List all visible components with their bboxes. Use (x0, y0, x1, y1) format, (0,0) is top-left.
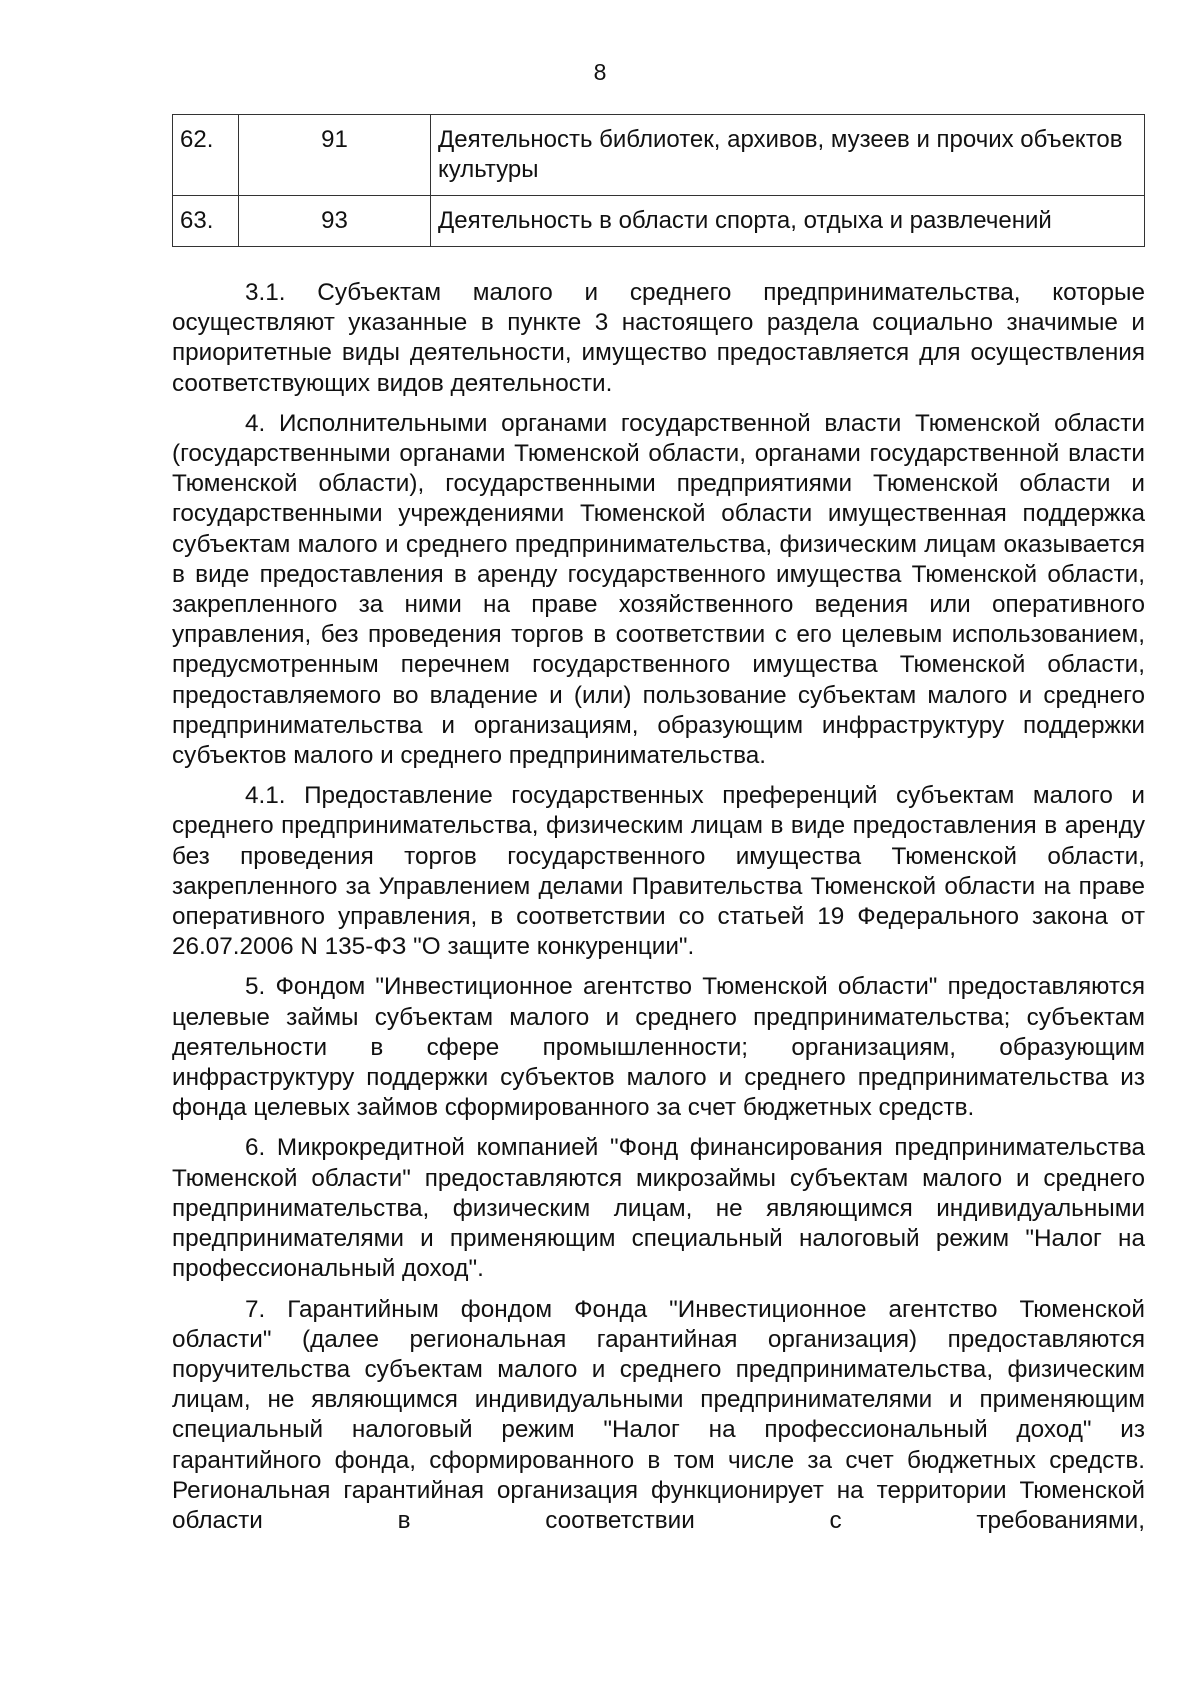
activity-description: Деятельность в области спорта, отдыха и развлечений (431, 196, 1145, 247)
row-number: 62. (173, 115, 239, 196)
page-number: 8 (593, 59, 607, 85)
activity-code: 93 (239, 196, 431, 247)
activity-description: Деятельность библиотек, архивов, музеев и прочих объектов культуры (431, 115, 1145, 196)
paragraph-4-1: 4.1. Предоставление государственных преференций субъектам малого и среднего предпринимательства, физическим лицам в виде предоставления в аренду без проведения торгов государственного имущества Тюменской области, закрепленного за Управлением делами Правительства Тюменской области на праве оперативного управления, в соответствии со статьей 19 Федерального закона от 26.07.2006 N 135-ФЗ "О защите конкуренции". (172, 782, 1145, 961)
activity-codes-table (172, 114, 1145, 247)
activity-code: 91 (239, 115, 431, 196)
table-row (173, 196, 1145, 247)
table-row (173, 115, 1145, 196)
paragraph-3-1: 3.1. Субъектам малого и среднего предпринимательства, которые осуществляют указанные в пункте 3 настоящего раздела социально значимые и приоритетные виды деятельности, имущество предоставляется для осуществления соответствующих видов деятельности. (172, 279, 1145, 397)
paragraph-4: 4. Исполнительными органами государственной власти Тюменской области (государственными органами Тюменской области, органами государственной власти Тюменской области), государственными предприятиями Тюменской области и государственными учреждениями Тюменской области имущественная поддержка субъектам малого и среднего предпринимательства, физическим лицам оказывается в виде предоставления в аренду государственного имущества Тюменской области, закрепленного за ними на праве хозяйственного ведения или оперативного управления, без проведения торгов в соответствии с его целевым использованием, предусмотренным перечнем государственного имущества Тюменской области, предоставляемого во владение и (или) пользование субъектам малого и среднего предпринимательства и организациям, образующим инфраструктуру поддержки субъектов малого и среднего предпринимательства. (172, 409, 1145, 770)
row-number: 63. (173, 196, 239, 247)
paragraph-7: 7. Гарантийным фондом Фонда "Инвестиционное агентство Тюменской области" (далее региональная гарантийная организация) предоставляются поручительства субъектам малого и среднего предпринимательства, физическим лицам, не являющимся индивидуальными предпринимателями и применяющим специальный налоговый режим "Налог на профессиональный доход" из гарантийного фонда, сформированного в том числе за счет бюджетных средств. Региональная гарантийная организация функционирует на территории Тюменской области в соответствии с требованиями, (172, 1295, 1145, 1534)
paragraph-6: 6. Микрокредитной компанией "Фонд финансирования предпринимательства Тюменской области" предоставляются микрозаймы субъектам малого и среднего предпринимательства, физическим лицам, не являющимся индивидуальными предпринимателями и применяющим специальный налоговый режим "Налог на профессиональный доход". (172, 1134, 1145, 1283)
paragraph-5: 5. Фондом "Инвестиционное агентство Тюменской области" предоставляются целевые займы субъектам малого и среднего предпринимательства; субъектам деятельности в сфере промышленности; организациям, образующим инфраструктуру поддержки субъектов малого и среднего предпринимательства из фонда целевых займов сформированного за счет бюджетных средств. (172, 973, 1145, 1122)
document-body (172, 278, 1145, 1536)
